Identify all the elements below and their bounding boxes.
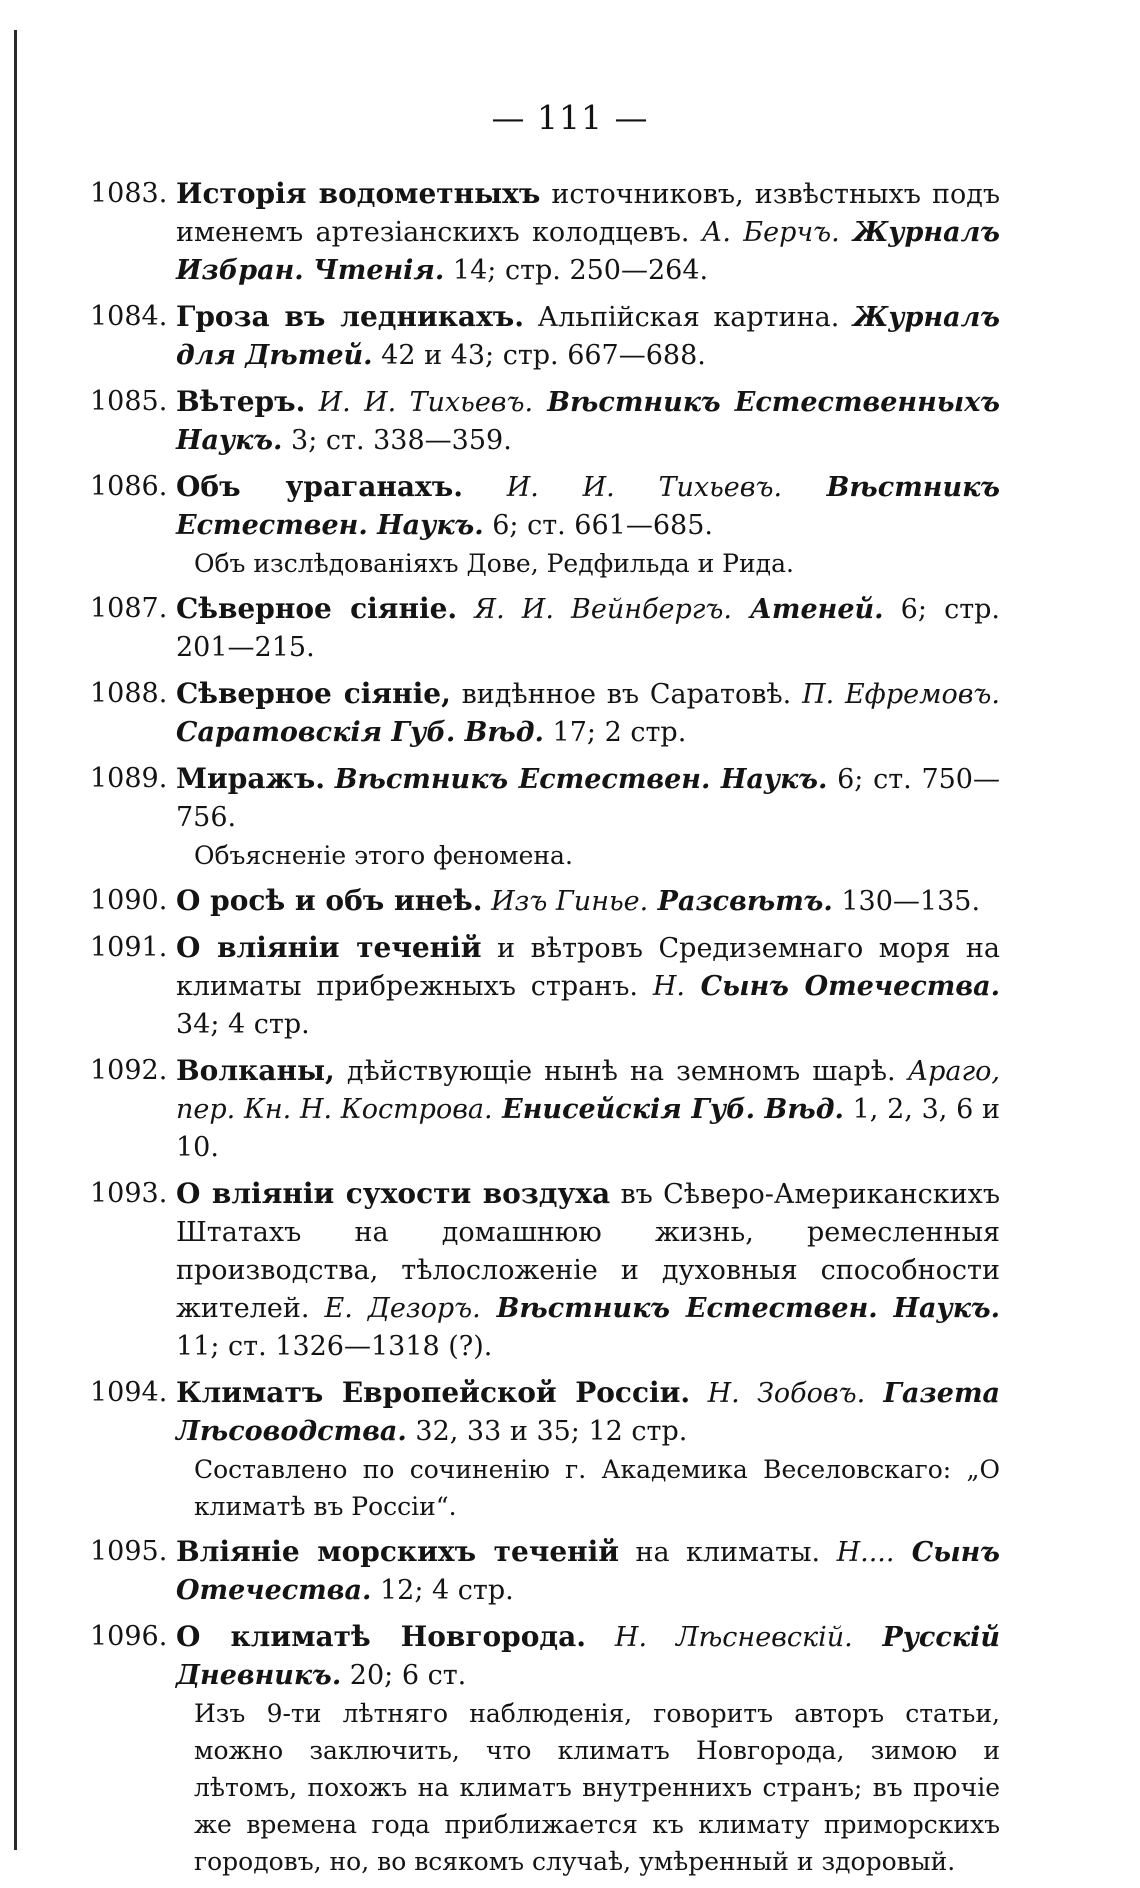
entry-number: 1094.: [90, 1377, 168, 1408]
entry-title: Гроза въ ледникахъ.: [176, 300, 524, 333]
entry-author: И. И. Тихьевъ.: [318, 387, 534, 418]
entry-number: 1096.: [90, 1621, 168, 1652]
entry-text: на климаты.: [619, 1537, 837, 1568]
entry-body: [176, 882, 1000, 921]
bibliography-entry: [90, 1618, 1000, 1880]
bibliography-entry: [90, 468, 1000, 582]
entry-author: Я. И. Вейнбергъ.: [474, 594, 732, 625]
entry-number: 1091.: [90, 932, 168, 963]
entry-details: 20; 6 ст.: [341, 1660, 467, 1691]
bibliography-entry: [90, 1533, 1000, 1610]
entry-source: Вѣстникъ Естествен. Наукъ.: [480, 1293, 1001, 1324]
entry-number: 1087.: [90, 593, 168, 624]
bibliography-entry: [90, 675, 1000, 752]
entry-annotation: Изъ 9-ти лѣтняго наблюденія, говоритъ авторъ статьи, можно заключить, что климатъ Новгорода, зимою и лѣтомъ, похожъ на климатъ внутреннихъ странъ; въ прочіе же времена года приближается къ климату приморскихъ городовъ, но, во всякомъ случаѣ, умѣренный и здоровый.: [194, 1699, 1000, 1876]
entry-title: О вліяніи теченій: [176, 931, 482, 964]
entry-text: источниковъ, извѣстныхъ подъ именемъ артезіанскихъ колодцевъ.: [176, 179, 1000, 248]
entry-title: Сѣверное сіяніе,: [176, 677, 451, 710]
entry-author: А. Берчъ.: [701, 217, 840, 248]
entry-details: 6; стр. 201—215.: [176, 594, 1000, 663]
entry-title: Сѣверное сіяніе.: [176, 592, 458, 625]
page-edge-line: [14, 30, 17, 1850]
bibliography-entry: [90, 298, 1000, 375]
entry-source: Вѣстникъ Естествен. Наукъ.: [176, 472, 1000, 541]
entry-details: 42 и 43; стр. 667—688.: [372, 340, 706, 371]
bibliography-entry: [90, 1052, 1000, 1167]
entry-text: Альпійская картина.: [524, 302, 853, 333]
bibliography-entry: [90, 760, 1000, 874]
entry-number: 1086.: [90, 471, 168, 502]
entry-source: Газета Лѣсоводства.: [176, 1378, 1001, 1447]
entry-source: Русскій Дневникъ.: [176, 1622, 1000, 1691]
entry-annotation: Составлено по сочиненію г. Академика Веселовскаго: „О климатѣ въ Россіи“.: [194, 1455, 1000, 1521]
entry-annotation: Объ изслѣдованіяхъ Дове, Редфильда и Рида.: [194, 549, 794, 578]
bibliography-entry: [90, 1374, 1000, 1525]
entry-author: П. Ефремовъ.: [802, 679, 1001, 710]
bibliography-entry: [90, 175, 1000, 290]
entry-source: Журналъ Избран. Чтенія.: [176, 217, 1000, 286]
entry-title: Вѣтеръ.: [176, 385, 306, 418]
entry-number: 1089.: [90, 763, 168, 794]
entry-body: [176, 929, 1000, 1044]
entry-text: [690, 1378, 707, 1409]
entry-body: [176, 1374, 1000, 1451]
bibliography-entry: [90, 590, 1000, 667]
entry-source: Атеней.: [732, 594, 884, 625]
entry-title: О климатѣ Новгорода.: [176, 1620, 586, 1653]
entry-text: [325, 764, 335, 795]
entry-source: Разсвѣтъ.: [648, 886, 833, 917]
entry-body: [176, 175, 1000, 290]
entry-details: 6; ст. 661—685.: [483, 510, 713, 541]
bibliography-entry: [90, 882, 1000, 921]
entry-details: 32, 33 и 35; 12 стр.: [406, 1416, 688, 1447]
entry-body: [176, 383, 1000, 460]
entry-text: въ Сѣверо-Американскихъ Штатахъ на домашнюю жизнь, ремесленныя производства, тѣлосложеніе и духовныя способности жителей.: [176, 1179, 1000, 1324]
entry-number: 1088.: [90, 678, 168, 709]
entry-details: 6; ст. 750—756.: [176, 764, 1000, 833]
entry-text: [457, 594, 474, 625]
entry-number: 1090.: [90, 885, 168, 916]
entry-author: Н....: [836, 1537, 895, 1568]
entry-source: Енисейскія Губ. Вѣд.: [492, 1094, 844, 1125]
entry-body: [176, 1618, 1000, 1695]
entry-source: Сынъ Отечества.: [176, 1537, 1000, 1606]
entry-number: 1084.: [90, 301, 168, 332]
bibliography-list: [90, 175, 1000, 1888]
page-number: — 111 —: [491, 98, 649, 137]
entry-source: Журналъ для Дѣтей.: [176, 302, 1000, 371]
entry-text: [305, 387, 318, 418]
entry-source: Сынъ Отечества.: [684, 971, 1000, 1002]
entry-number: 1083.: [90, 178, 168, 209]
entry-title: Объ ураганахъ.: [176, 470, 463, 503]
entry-number: 1092.: [90, 1055, 168, 1086]
entry-text: [463, 472, 507, 503]
entry-details: 14; стр. 250—264.: [444, 255, 709, 286]
entry-number: 1093.: [90, 1178, 168, 1209]
entry-author: Араго, пер. Кн. Н. Кострова.: [176, 1056, 1000, 1125]
entry-author: Изъ Гинье.: [491, 886, 649, 917]
entry-body: [176, 1175, 1000, 1366]
entry-details: 12; 4 стр.: [371, 1575, 514, 1606]
entry-details: 17; 2 стр.: [543, 717, 687, 748]
entry-body: [176, 1533, 1000, 1610]
entry-source: Вѣстникъ Естествен. Наукъ.: [334, 764, 828, 795]
entry-body: [176, 1052, 1000, 1167]
bibliography-entry: [90, 383, 1000, 460]
entry-author: И. И. Тихьевъ.: [506, 472, 783, 503]
entry-text: дѣйствующіе нынѣ на земномъ шарѣ.: [334, 1056, 908, 1087]
entry-number: 1085.: [90, 386, 168, 417]
bibliography-entry: [90, 929, 1000, 1044]
entry-details: 3; ст. 338—359.: [282, 425, 512, 456]
entry-number: 1095.: [90, 1536, 168, 1567]
entry-text: и вѣтровъ Средиземнаго моря на климаты прибрежныхъ странъ.: [176, 933, 1000, 1002]
entry-author: Н. Зобовъ.: [707, 1378, 866, 1409]
entry-details: 130—135.: [832, 886, 981, 917]
entry-author: Н.: [652, 971, 685, 1002]
entry-text: [482, 886, 491, 917]
entry-title: О росѣ и объ инеѣ.: [176, 884, 483, 917]
entry-title: Вліяніе морскихъ теченій: [176, 1535, 620, 1568]
entry-source: Саратовскія Губ. Вѣд.: [176, 717, 544, 748]
entry-details: 34; 4 стр.: [176, 1009, 310, 1040]
entry-details: 11; ст. 1326—1318 (?).: [176, 1331, 493, 1362]
entry-body: [176, 590, 1000, 667]
entry-author: Н. Лѣсневскій.: [614, 1622, 853, 1653]
entry-title: Исторія водометныхъ: [176, 177, 541, 210]
entry-body: [176, 760, 1000, 837]
entry-annotation: Объясненіе этого феномена.: [194, 841, 573, 870]
entry-source: Вѣстникъ Естественныхъ Наукъ.: [176, 387, 1000, 456]
entry-body: [176, 675, 1000, 752]
entry-title: О вліяніи сухости воздуха: [176, 1177, 611, 1210]
bibliography-entry: [90, 1175, 1000, 1366]
entry-body: [176, 468, 1000, 545]
entry-text: видѣнное въ Саратовѣ.: [450, 679, 803, 710]
entry-details: 1, 2, 3, 6 и 10.: [176, 1094, 1000, 1163]
entry-text: [586, 1622, 615, 1653]
entry-title: Климатъ Европейской Россіи.: [176, 1376, 691, 1409]
entry-author: Е. Дезоръ.: [324, 1293, 481, 1324]
entry-title: Волканы,: [176, 1054, 335, 1087]
entry-title: Миражъ.: [176, 762, 325, 795]
entry-body: [176, 298, 1000, 375]
